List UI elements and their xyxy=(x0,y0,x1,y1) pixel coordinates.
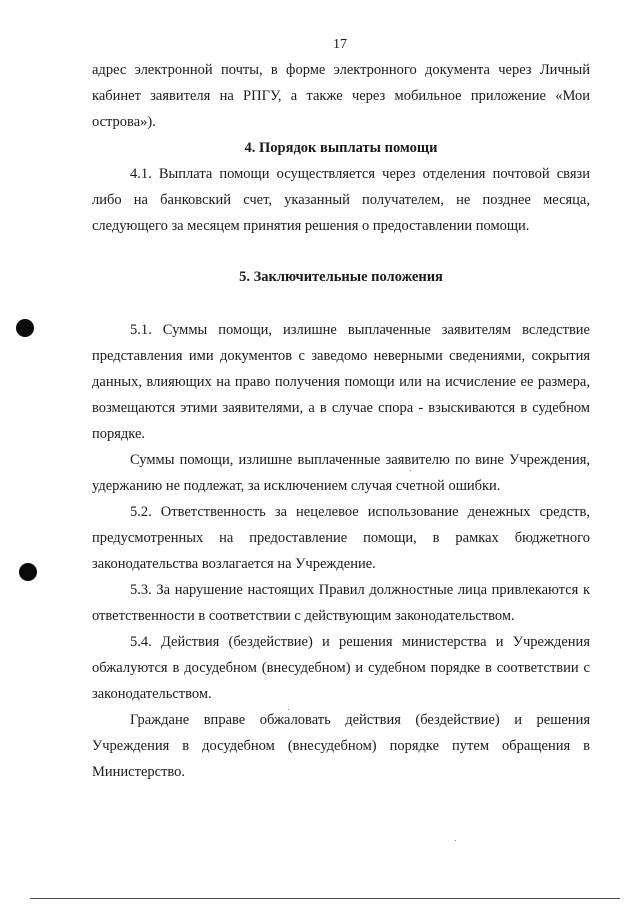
section-5-body xyxy=(92,317,590,785)
continuation-block xyxy=(92,57,590,135)
scan-speck xyxy=(410,470,411,471)
paragraph-5-4: 5.4. Действия (бездействие) и решения министерства и Учреждения обжалуются в досудебном (внесудебном) и судебном порядке в соответствии с законодательством. xyxy=(92,634,590,702)
paragraph-5-appeal: Граждане вправе обжаловать действия (бездействие) и решения Учреждения в досудебном (внесудебном) порядке путем обращения в Министерство. xyxy=(92,712,590,780)
paragraph-4-1: 4.1. Выплата помощи осуществляется через отделения почтовой связи либо на банковский счет, указанный получателем, не позднее месяца, следующего за месяцем принятия решения о предоставлении помощи. xyxy=(92,166,590,234)
paragraph-continuation: адрес электронной почты, в форме электронного документа через Личный кабинет заявителя на РПГУ, а также через мобильное приложение «Мои острова»). xyxy=(92,62,590,130)
scan-speck xyxy=(288,709,289,710)
page-number: 17 xyxy=(333,37,347,52)
page-bottom-edge xyxy=(30,898,620,899)
section-4-heading: 4. Порядок выплаты помощи xyxy=(244,140,438,156)
section-5-heading: 5. Заключительные положения xyxy=(239,269,443,285)
paragraph-5-3: 5.3. За нарушение настоящих Правил должностные лица привлекаются к ответственности в соответствии с действующим законодательством. xyxy=(92,582,590,624)
punch-hole-bottom xyxy=(19,563,37,581)
paragraph-5-1-overpayment: Суммы помощи, излишне выплаченные заявителю по вине Учреждения, удержанию не подлежат, за исключением случая счетной ошибки. xyxy=(92,452,590,494)
paragraph-5-2: 5.2. Ответственность за нецелевое использование денежных средств, предусмотренных на предоставление помощи, в рамках бюджетного законодательства возлагается на Учреждение. xyxy=(92,504,590,572)
paragraph-5-1: 5.1. Суммы помощи, излишне выплаченные заявителям вследствие представления ими документов с заведомо неверными сведениями, сокрытия данных, влияющих на право получения помощи или на исчисление ее размера, возмещаются этими заявителями, а в случае спора - взыскиваются в судебном порядке. xyxy=(92,322,590,442)
punch-hole-top xyxy=(16,319,34,337)
section-5 xyxy=(92,264,590,290)
scan-speck xyxy=(455,840,456,841)
section-4 xyxy=(92,135,590,239)
